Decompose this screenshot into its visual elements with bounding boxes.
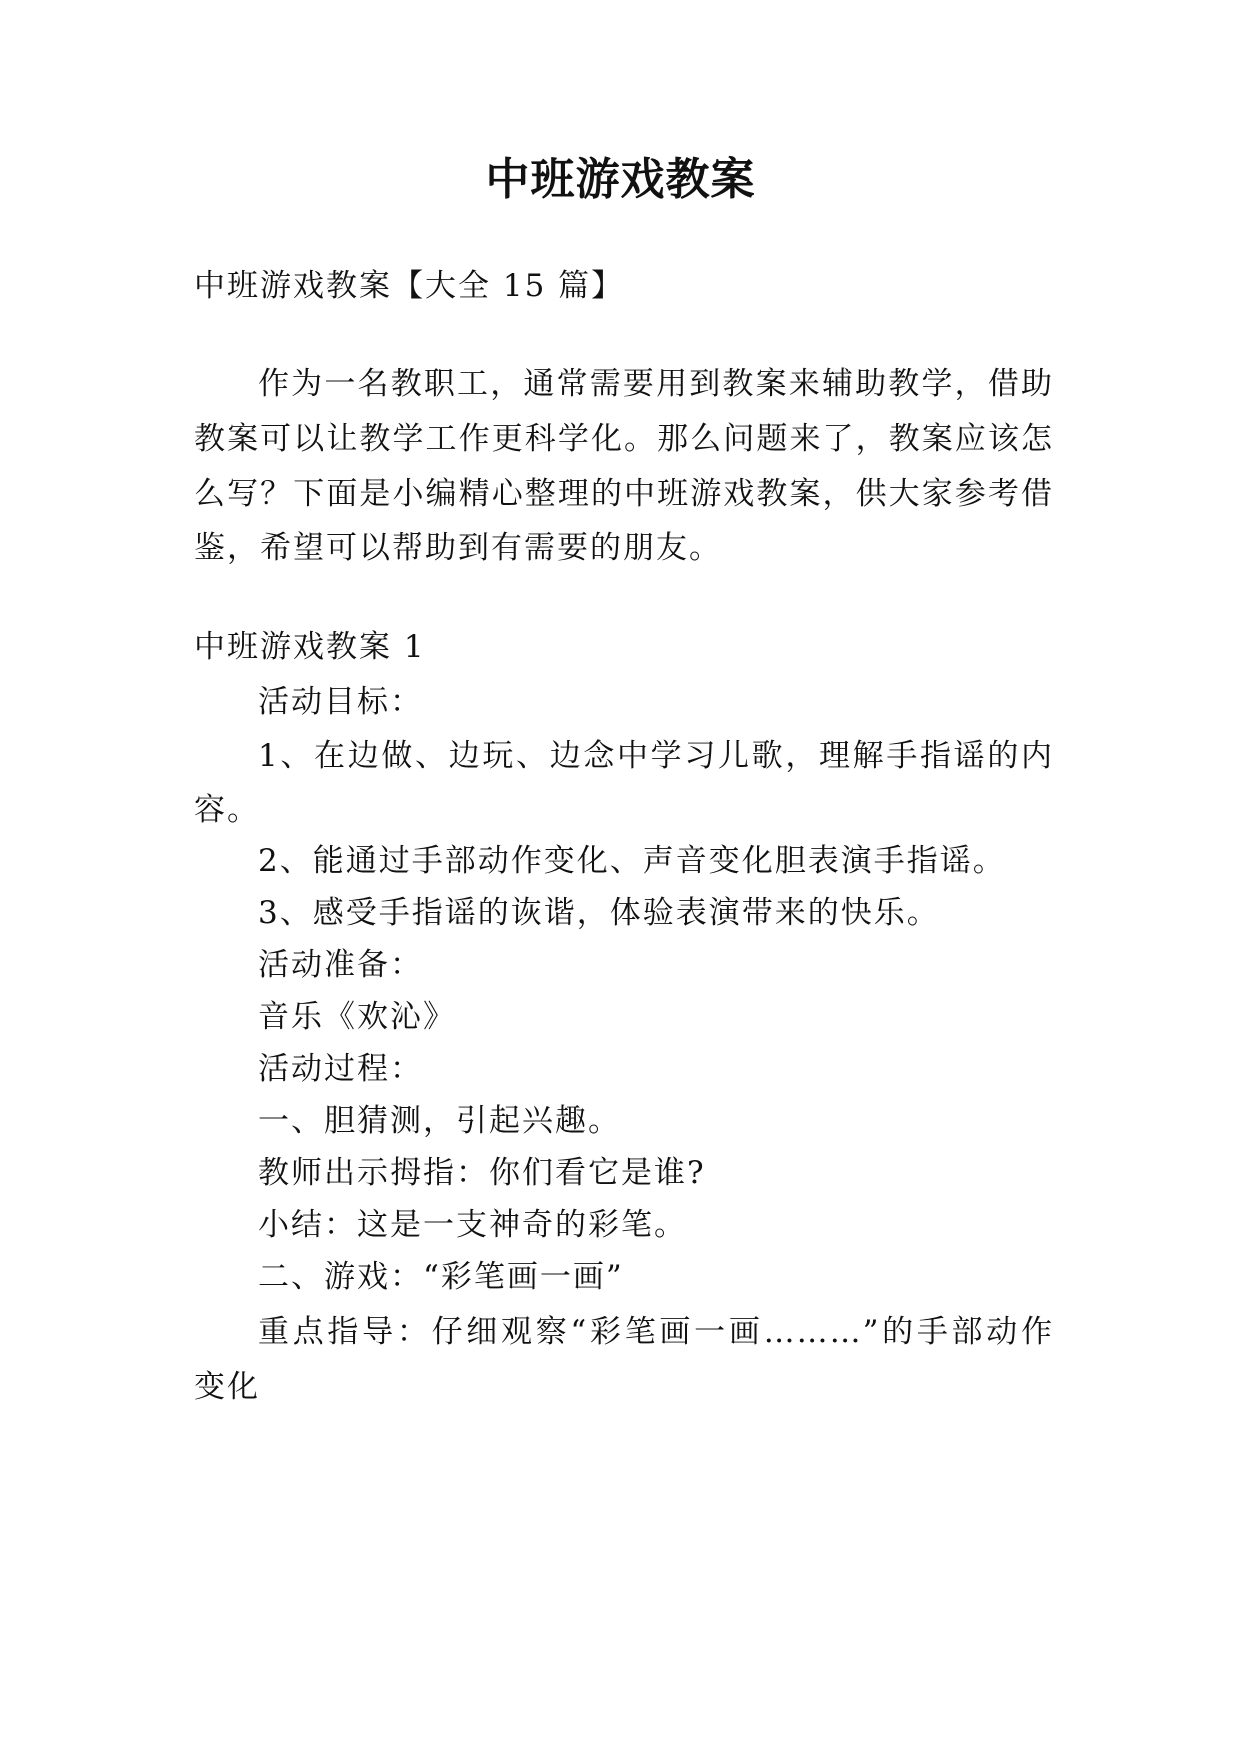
body-line-9: 一、胆猜测，引起兴趣。 [258,1103,621,1139]
intro-line-4: 鉴，希望可以帮助到有需要的朋友。 [194,530,722,566]
body-line-7: 音乐《欢沁》 [258,999,456,1035]
body-line-8: 活动过程： [258,1051,423,1087]
document-title: 中班游戏教案 [485,154,756,205]
intro-line-3: 么写？下面是小编精心整理的中班游戏教案，供大家参考借 [194,476,1054,512]
document-subtitle: 中班游戏教案【大全 15 篇】 [194,268,625,304]
body-line-12: 二、游戏：“彩笔画一画” [258,1259,624,1295]
body-line-3: 容。 [194,792,260,828]
body-line-2: 1、在边做、边玩、边念中学习儿歌，理解手指谣的内 [258,738,1054,774]
body-line-6: 活动准备： [258,947,423,983]
body-line-5: 3、感受手指谣的诙谐，体验表演带来的快乐。 [258,895,940,931]
body-line-13: 重点指导：仔细观察“彩笔画一画………”的手部动作 [258,1314,1054,1350]
intro-line-1: 作为一名教职工，通常需要用到教案来辅助教学，借助 [258,366,1054,402]
body-line-4: 2、能通过手部动作变化、声音变化胆表演手指谣。 [258,843,1006,879]
intro-line-2: 教案可以让教学工作更科学化。那么问题来了，教案应该怎 [194,421,1054,457]
body-line-14: 变化 [194,1369,260,1405]
section-heading: 中班游戏教案 1 [194,629,426,665]
body-line-10: 教师出示拇指：你们看它是谁? [258,1155,706,1191]
body-line-1: 活动目标： [258,684,423,720]
body-line-11: 小结：这是一支神奇的彩笔。 [258,1207,687,1243]
